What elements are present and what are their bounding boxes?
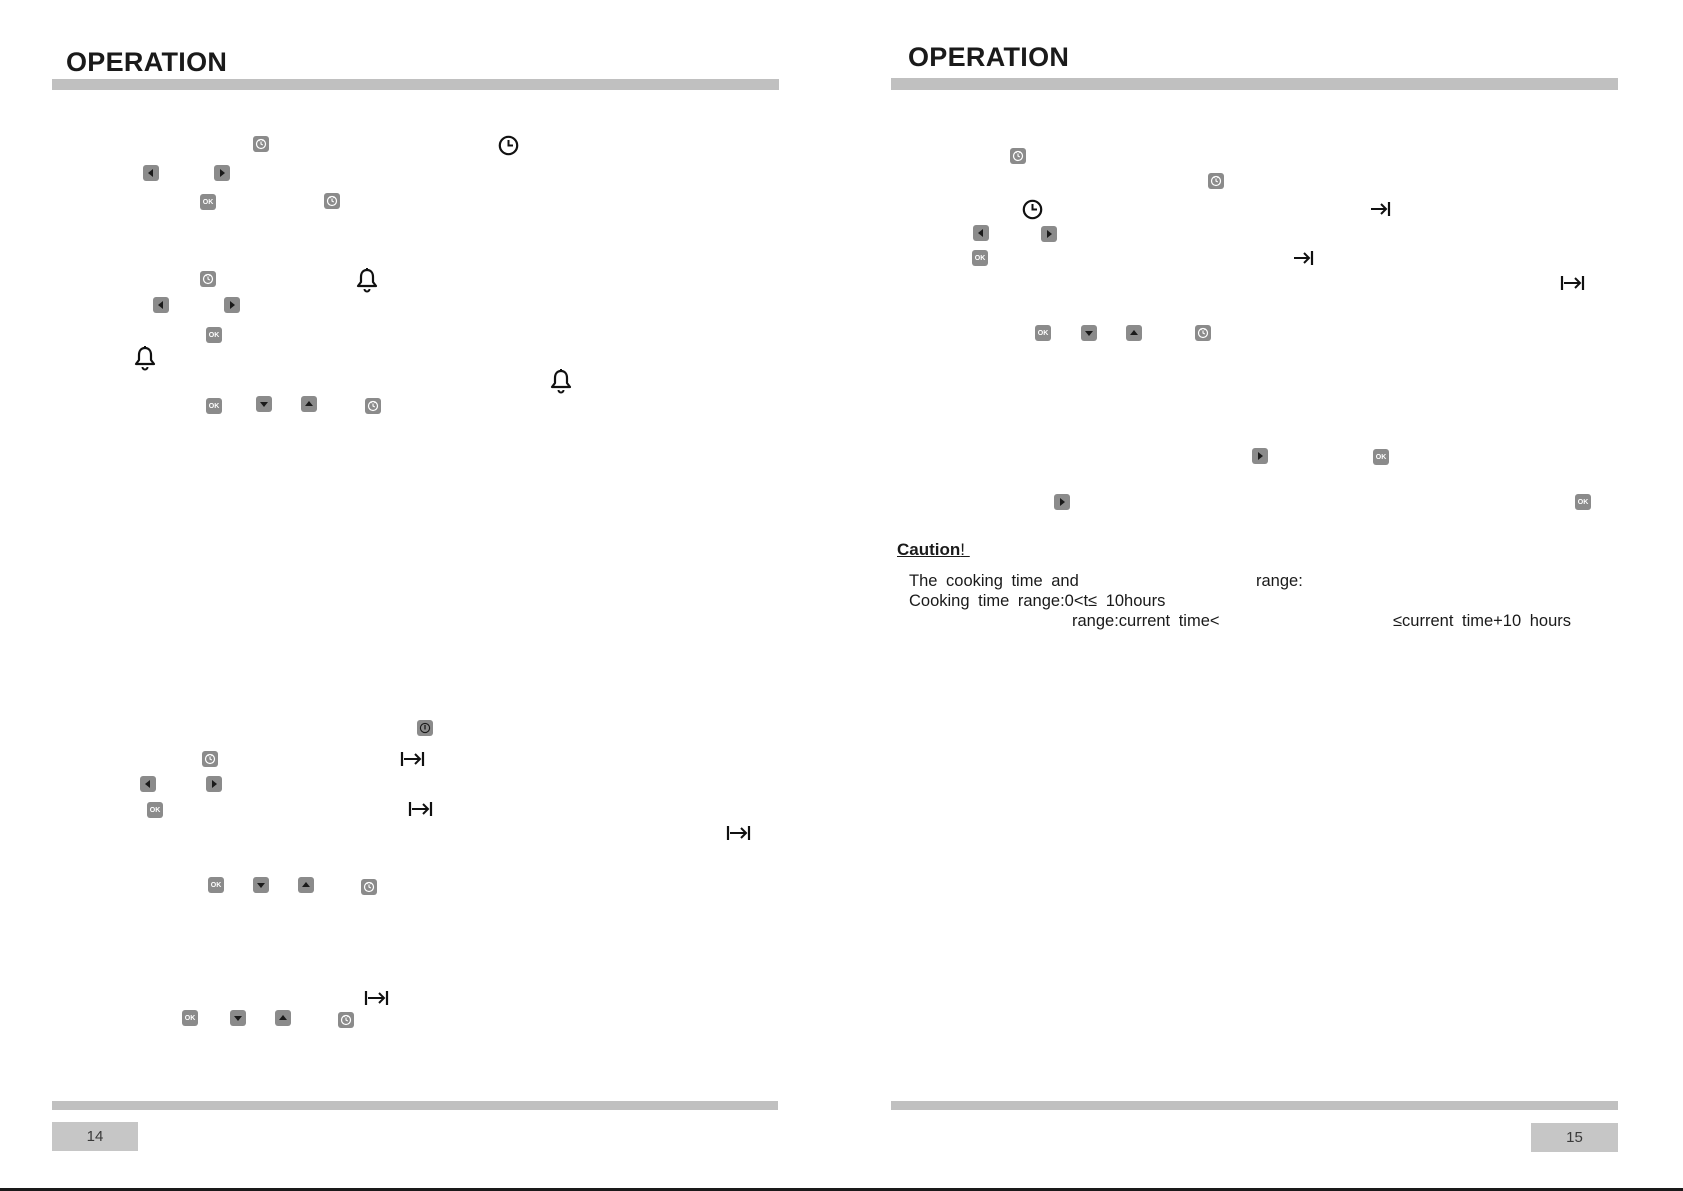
bell-symbol-icon xyxy=(355,267,379,298)
right-page-number: 15 xyxy=(1531,1123,1618,1152)
ok-key-icon: OK xyxy=(1575,494,1591,510)
clock-key-icon xyxy=(202,751,218,767)
ok-key-icon: OK xyxy=(208,877,224,893)
ok-key-icon: OK xyxy=(1035,325,1051,341)
down-arrow-key-icon xyxy=(256,396,272,412)
caution-mark: ! xyxy=(960,540,966,559)
ok-key-icon: OK xyxy=(200,194,216,210)
caution-heading xyxy=(897,540,970,560)
end-time-symbol-icon xyxy=(1369,200,1391,223)
left-footer-rule xyxy=(52,1101,778,1110)
left-page-heading: OPERATION xyxy=(66,47,228,77)
left-arrow-key-icon xyxy=(973,225,989,241)
right-arrow-key-icon xyxy=(224,297,240,313)
right-header-rule xyxy=(891,78,1618,90)
caution-line-2: Cooking time range:0<t≤ 10hours xyxy=(909,592,1166,610)
caution-line-1b: range: xyxy=(1256,572,1303,590)
clock-key-icon xyxy=(1010,148,1026,164)
right-arrow-key-icon xyxy=(1054,494,1070,510)
ok-key-icon: OK xyxy=(972,250,988,266)
left-arrow-key-icon xyxy=(143,165,159,181)
caution-title: Caution xyxy=(897,540,961,559)
clock-symbol-icon xyxy=(1022,199,1043,225)
clock-key-icon xyxy=(253,136,269,152)
clock-key-icon xyxy=(1195,325,1211,341)
ok-key-icon: OK xyxy=(147,802,163,818)
right-footer-rule xyxy=(891,1101,1618,1110)
clock-key-icon xyxy=(365,398,381,414)
up-arrow-key-icon xyxy=(298,877,314,893)
right-arrow-key-icon xyxy=(1252,448,1268,464)
duration-symbol-icon xyxy=(1560,274,1585,297)
left-header-rule xyxy=(52,79,779,90)
right-page-heading: OPERATION xyxy=(908,42,1070,72)
bell-symbol-icon xyxy=(549,368,573,399)
caution-line-1a: The cooking time and xyxy=(909,572,1079,590)
duration-symbol-icon xyxy=(364,989,389,1012)
power-key-icon xyxy=(417,720,433,736)
clock-key-icon xyxy=(200,271,216,287)
left-arrow-key-icon xyxy=(153,297,169,313)
end-time-symbol-icon xyxy=(1292,249,1314,272)
up-arrow-key-icon xyxy=(1126,325,1142,341)
ok-key-icon: OK xyxy=(182,1010,198,1026)
ok-key-icon: OK xyxy=(1373,449,1389,465)
up-arrow-key-icon xyxy=(301,396,317,412)
clock-symbol-icon xyxy=(498,135,519,161)
caution-line-3b: ≤current time+10 hours xyxy=(1393,612,1572,630)
clock-key-icon xyxy=(338,1012,354,1028)
duration-symbol-icon xyxy=(408,800,433,823)
right-arrow-key-icon xyxy=(1041,226,1057,242)
clock-key-icon xyxy=(1208,173,1224,189)
up-arrow-key-icon xyxy=(275,1010,291,1026)
duration-symbol-icon xyxy=(726,824,751,847)
bell-symbol-icon xyxy=(133,345,157,376)
right-arrow-key-icon xyxy=(214,165,230,181)
clock-key-icon xyxy=(324,193,340,209)
clock-key-icon xyxy=(361,879,377,895)
down-arrow-key-icon xyxy=(230,1010,246,1026)
ok-key-icon: OK xyxy=(206,327,222,343)
duration-symbol-icon xyxy=(400,750,425,773)
down-arrow-key-icon xyxy=(253,877,269,893)
down-arrow-key-icon xyxy=(1081,325,1097,341)
right-arrow-key-icon xyxy=(206,776,222,792)
left-arrow-key-icon xyxy=(140,776,156,792)
caution-line-3a: range:current time< xyxy=(1072,612,1220,630)
left-page-number: 14 xyxy=(52,1122,138,1151)
ok-key-icon: OK xyxy=(206,398,222,414)
